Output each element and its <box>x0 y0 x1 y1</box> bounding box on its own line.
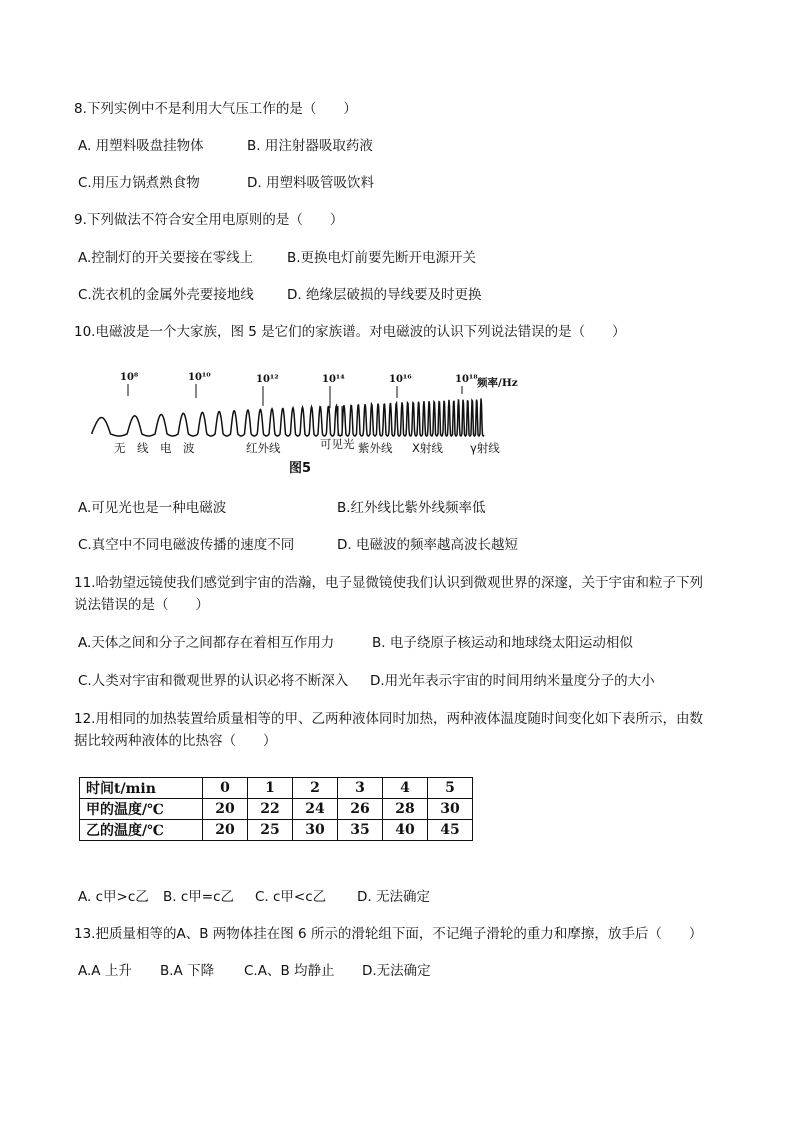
band-label-visible: 可见光 <box>320 437 355 451</box>
table-cell: 24 <box>293 799 338 820</box>
band-label-ultraviolet: 紫外线 <box>358 441 393 455</box>
band-label-radio: 无 线 电 波 <box>114 441 195 455</box>
table-cell: 20 <box>203 799 248 820</box>
q12-stem-line1: 12.用相同的加热装置给质量相等的甲、乙两种液体同时加热，两种液体温度随时间变化如下表所示，由数 <box>74 711 703 727</box>
q12-option-c: C. c甲<c乙 <box>255 889 327 905</box>
q8-option-d: D. 用塑料吸管吸饮料 <box>247 175 374 191</box>
q11-stem-line2: 说法错误的是（ ） <box>74 597 209 613</box>
q8-option-b: B. 用注射器吸取药液 <box>247 138 373 154</box>
q8-stem: 8.下列实例中不是利用大气压工作的是（ ） <box>74 101 357 117</box>
q11-option-a: A.天体之间和分子之间都存在着相互作用力 <box>78 635 335 651</box>
q13-option-c: C.A、B 均静止 <box>244 963 335 979</box>
freq-label-1e12: 10¹² <box>256 374 279 385</box>
q11-option-b: B. 电子绕原子核运动和地球绕太阳运动相似 <box>372 635 633 651</box>
table-row-header: 甲的温度/℃ <box>80 799 203 820</box>
table-cell: 45 <box>428 820 473 841</box>
table-cell: 0 <box>203 778 248 799</box>
q11-stem-line1: 11.哈勃望远镜使我们感觉到宇宙的浩瀚，电子显微镜使我们认识到微观世界的深邃，关于宇宙和粒子下列 <box>74 575 703 591</box>
table-cell: 25 <box>248 820 293 841</box>
table-row-header: 时间t/min <box>80 778 203 799</box>
q9-stem: 9.下列做法不符合安全用电原则的是（ ） <box>74 212 344 228</box>
q11-option-c: C.人类对宇宙和微观世界的认识必将不断深入 <box>78 673 349 689</box>
table-cell: 35 <box>338 820 383 841</box>
temperature-data-table <box>79 777 473 841</box>
q8-option-a: A. 用塑料吸盘挂物体 <box>78 138 204 154</box>
q9-option-c: C.洗衣机的金属外壳要接地线 <box>78 287 254 303</box>
q8-option-c: C.用压力锅煮熟食物 <box>78 175 200 191</box>
table-cell: 1 <box>248 778 293 799</box>
q13-option-d: D.无法确定 <box>362 963 431 979</box>
table-row <box>80 778 473 799</box>
q13-option-b: B.A 下降 <box>160 963 215 979</box>
freq-axis-unit: 频率/Hz <box>477 377 518 389</box>
freq-label-1e14: 10¹⁴ <box>322 374 345 385</box>
q10-option-c: C.真空中不同电磁波传播的速度不同 <box>78 537 295 553</box>
table-cell: 30 <box>428 799 473 820</box>
q12-option-b: B. c甲=c乙 <box>163 889 235 905</box>
q12-option-d: D. 无法确定 <box>357 889 430 905</box>
table-cell: 28 <box>383 799 428 820</box>
q12-option-a: A. c甲>c乙 <box>78 889 149 905</box>
em-spectrum-figure <box>74 360 520 478</box>
table-cell: 30 <box>293 820 338 841</box>
q10-stem: 10.电磁波是一个大家族，图 5 是它们的家族谱。对电磁波的认识下列说法错误的是（ ） <box>74 324 626 340</box>
table-cell: 26 <box>338 799 383 820</box>
q9-option-d: D. 绝缘层破损的导线要及时更换 <box>287 287 482 303</box>
band-label-infrared: 红外线 <box>246 441 281 455</box>
freq-label-1e8: 10⁸ <box>120 372 139 383</box>
q13-stem: 13.把质量相等的A、B 两物体挂在图 6 所示的滑轮组下面，不记绳子滑轮的重力和摩擦，放手后（ ） <box>74 926 703 942</box>
freq-label-1e18: 10¹⁸ <box>455 374 478 385</box>
table-cell: 2 <box>293 778 338 799</box>
q10-option-d: D. 电磁波的频率越高波长越短 <box>337 537 518 553</box>
q11-option-d: D.用光年表示宇宙的时间用纳米量度分子的大小 <box>370 673 655 689</box>
figure5-caption: 图5 <box>289 461 312 476</box>
table-cell: 5 <box>428 778 473 799</box>
table-row <box>80 820 473 841</box>
table-row-header: 乙的温度/℃ <box>80 820 203 841</box>
table-cell: 4 <box>383 778 428 799</box>
table-cell: 3 <box>338 778 383 799</box>
table-cell: 20 <box>203 820 248 841</box>
q9-option-a: A.控制灯的开关要接在零线上 <box>78 250 254 266</box>
band-label-xray: X射线 <box>412 441 443 455</box>
freq-label-1e16: 10¹⁶ <box>389 374 412 385</box>
table-cell: 40 <box>383 820 428 841</box>
q10-option-b: B.红外线比紫外线频率低 <box>337 500 486 516</box>
q9-option-b: B.更换电灯前要先断开电源开关 <box>287 250 477 266</box>
q10-option-a: A.可见光也是一种电磁波 <box>78 500 227 516</box>
q12-stem-line2: 据比较两种液体的比热容（ ） <box>74 733 277 749</box>
table-cell: 22 <box>248 799 293 820</box>
freq-label-1e10: 10¹⁰ <box>188 372 211 383</box>
q13-option-a: A.A 上升 <box>78 963 132 979</box>
table-row <box>80 799 473 820</box>
band-label-gamma: γ射线 <box>470 441 500 455</box>
